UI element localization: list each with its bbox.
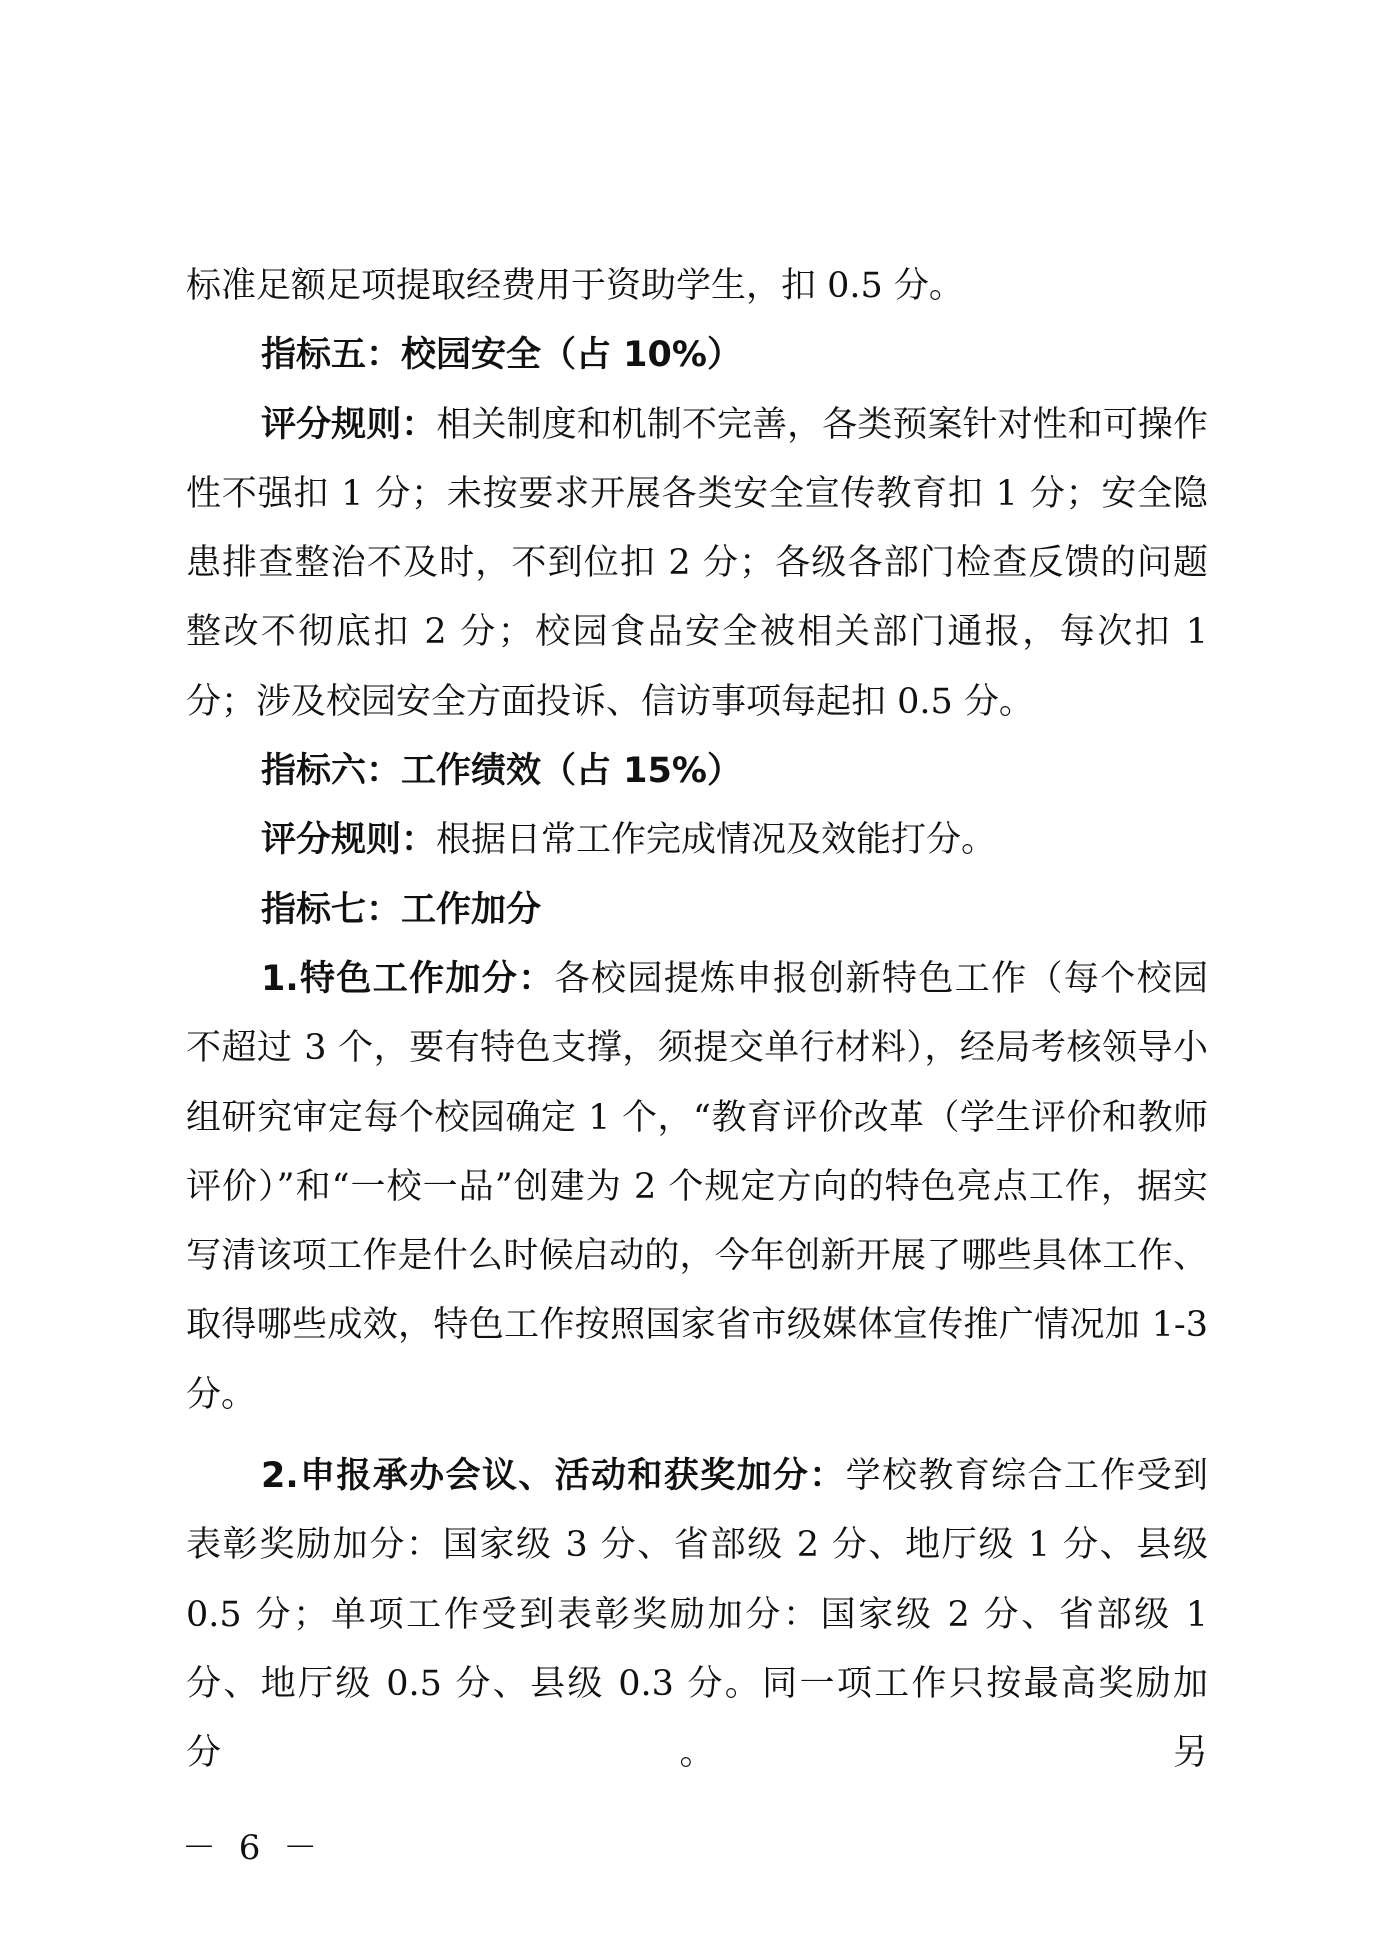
indicator6-heading: 指标六：工作绩效（占 15%）: [261, 751, 742, 792]
indicator7-item1-text: 各校园提炼申报创新特色工作（每个校园不超过 3 个，要有特色支撑，须提交单行材料），经局考核领导小组研究审定每个校园确定 1 个，“教育评价改革（学生评价和教师评价）”和“一校一品”创建为 2 个规定方向的特色亮点工作，据实写清该项工作是什么时候启动的，今年创新开展了哪些具体工作、取得哪些成效，特色工作按照国家省市级媒体宣传推广情况加 1-3 分。: [186, 958, 1208, 1415]
indicator7-item1-paragraph: [186, 945, 1208, 1430]
indicator5-rule-text: 相关制度和机制不完善，各类预案针对性和可操作性不强扣 1 分；未按要求开展各类安全宣传教育扣 1 分；安全隐患排查整治不及时，不到位扣 2 分；各级各部门检查反馈的问题整改不彻底扣 2 分；校园食品安全被相关部门通报，每次扣 1 分；涉及校园安全方面投诉、信访事项每起扣 0.5 分。: [186, 404, 1208, 722]
document-body: [186, 252, 1208, 1789]
indicator7-item1-label: 1.特色工作加分：: [261, 958, 555, 999]
indicator5-rule-label: 评分规则：: [261, 404, 437, 445]
indicator7-item2-paragraph: [186, 1442, 1208, 1788]
indicator5-heading: 指标五：校园安全（占 10%）: [261, 335, 742, 376]
page-number: － 6 －: [182, 1828, 324, 1868]
continuation-paragraph: 标准足额足项提取经费用于资助学生，扣 0.5 分。: [186, 266, 964, 306]
indicator6-rule-paragraph: [186, 806, 1208, 875]
indicator7-heading: 指标七：工作加分: [261, 889, 542, 930]
indicator5-rule-paragraph: [186, 391, 1208, 737]
indicator7-item2-label: 2.申报承办会议、活动和获奖加分：: [261, 1456, 846, 1497]
indicator7-item2-text: 学校教育综合工作受到表彰奖励加分：国家级 3 分、省部级 2 分、地厅级 1 分、县级 0.5 分；单项工作受到表彰奖励加分：国家级 2 分、省部级 1 分、地厅级 0.5 分、县级 0.3 分。同一项工作只按最高奖励加分。另: [186, 1456, 1208, 1774]
indicator6-rule-text: 根据日常工作完成情况及效能打分。: [436, 820, 997, 861]
indicator6-rule-label: 评分规则：: [261, 820, 437, 861]
